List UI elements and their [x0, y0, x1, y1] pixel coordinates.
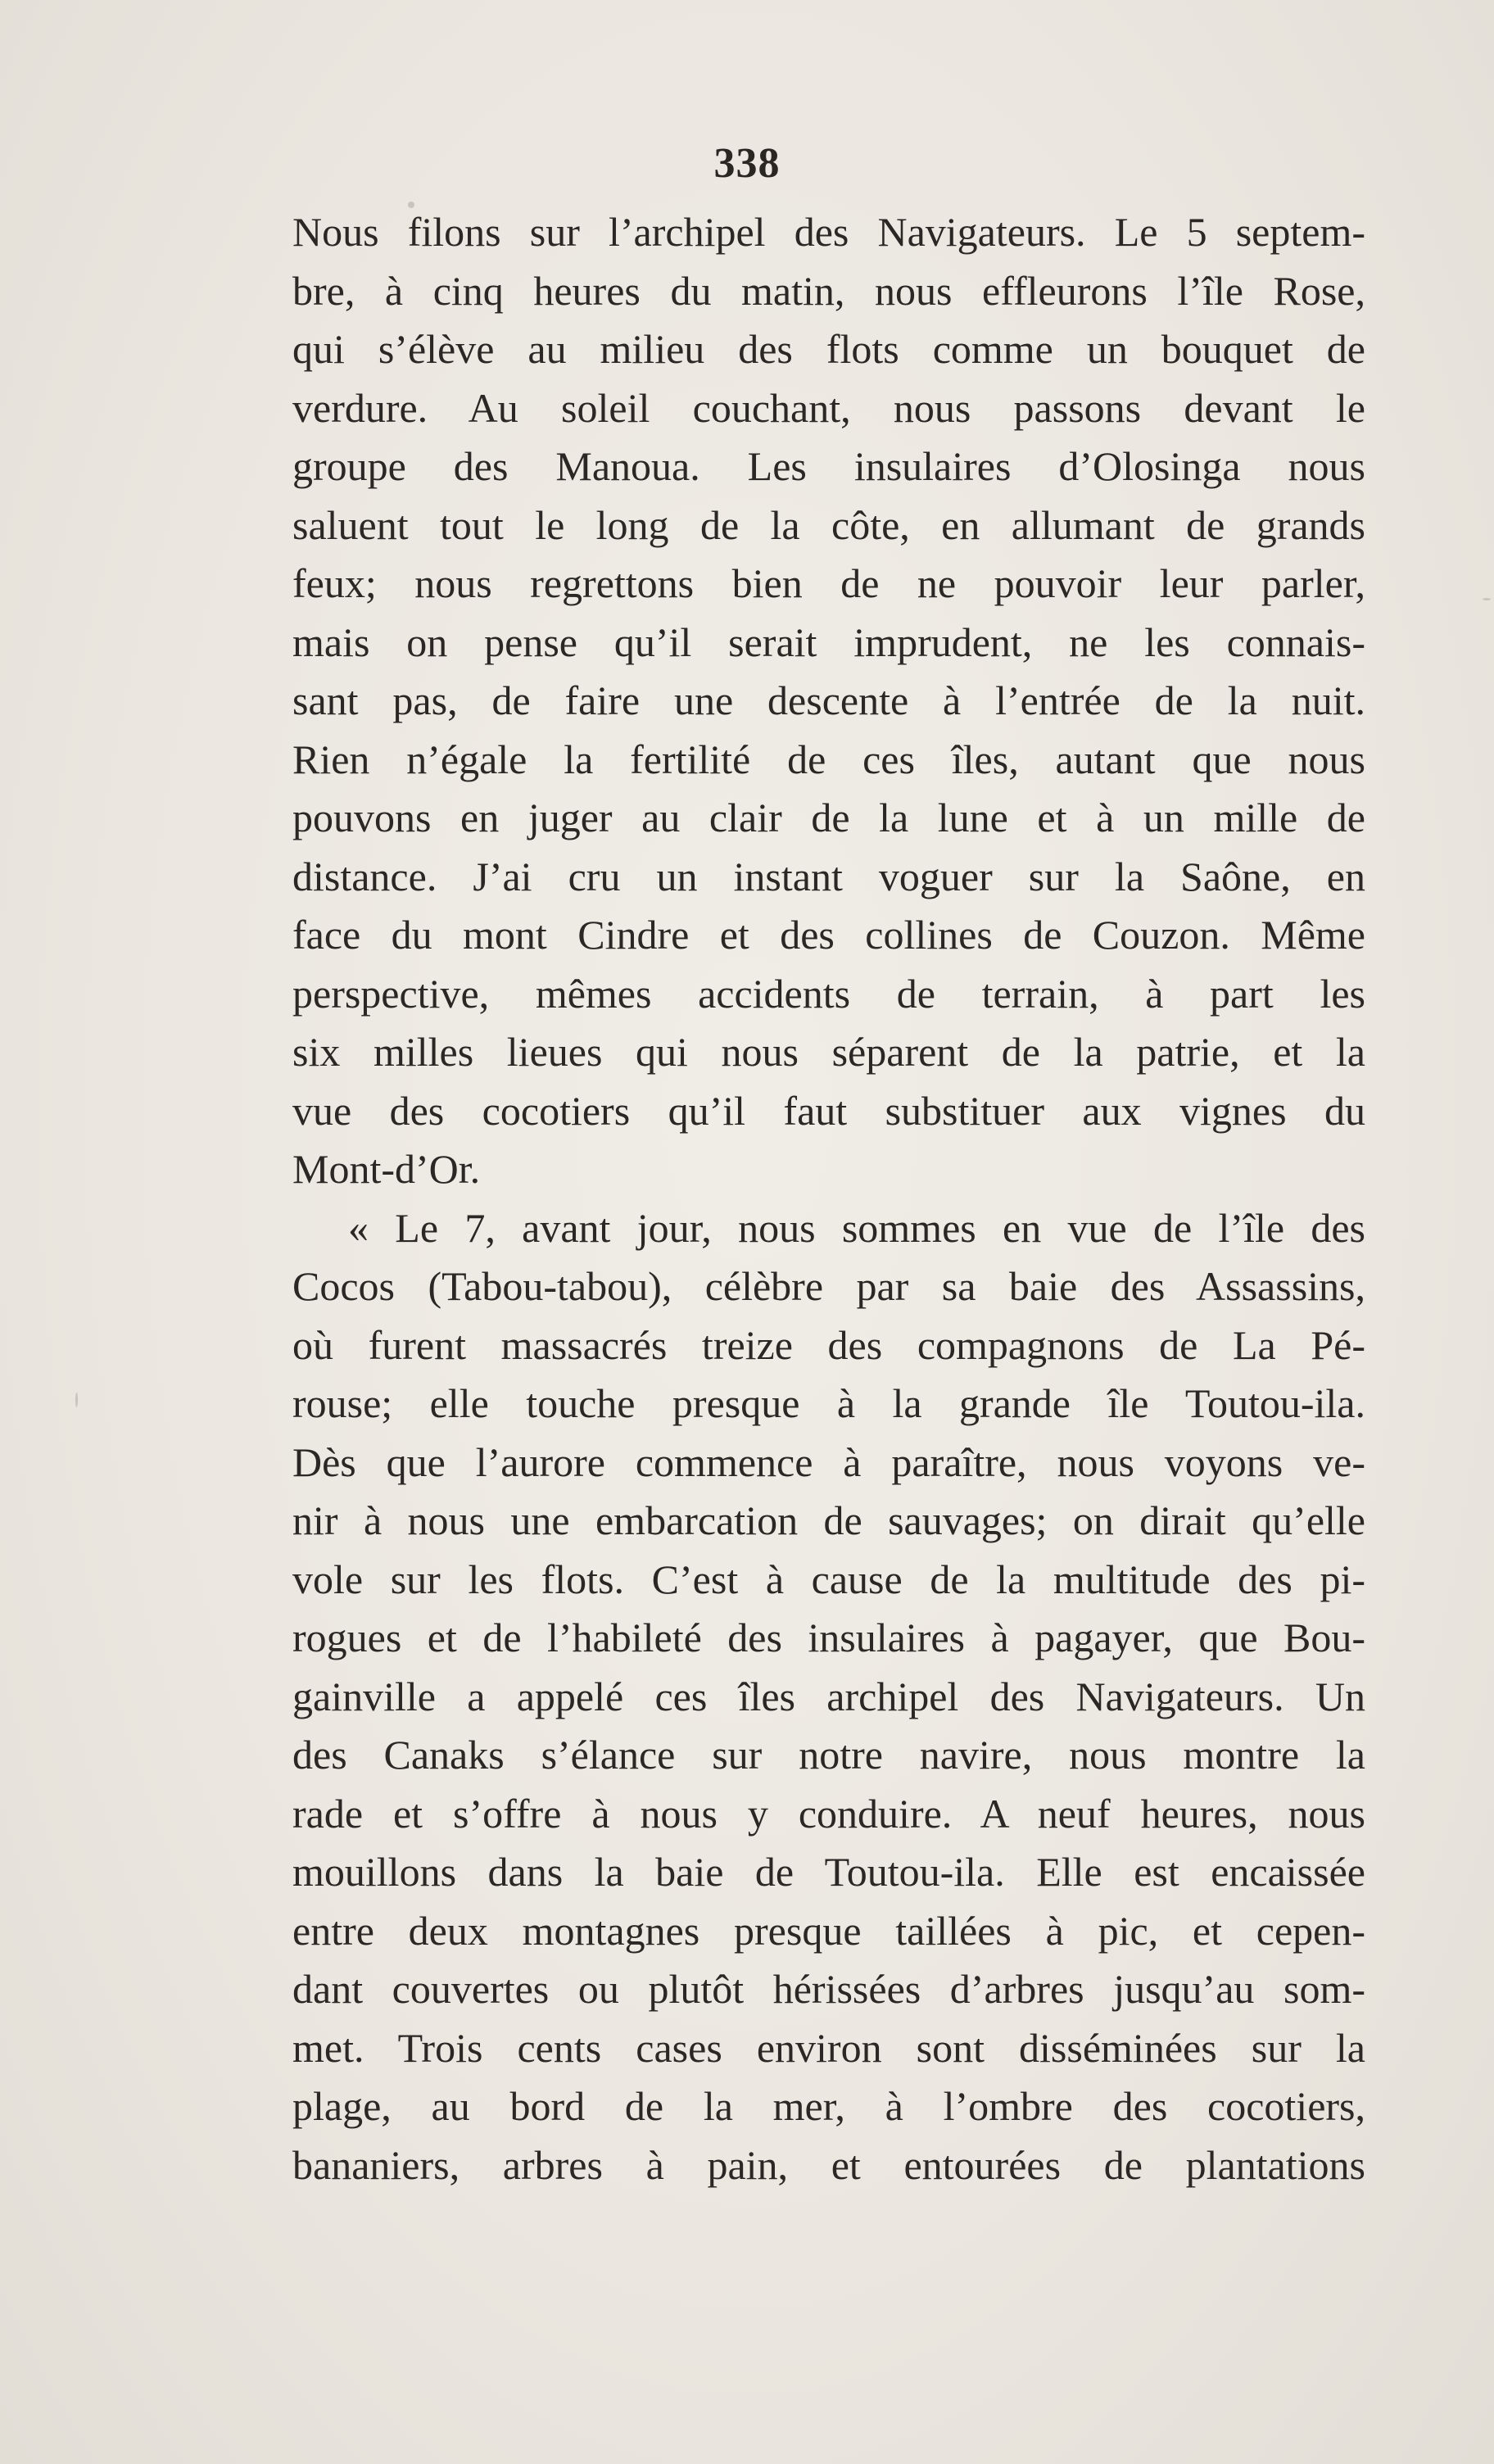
text-line: six milles lieues qui nous séparent de la patrie, et la — [292, 1029, 1365, 1075]
text-line: perspective, mêmes accidents de terrain, à part les — [292, 970, 1365, 1017]
page-number: 338 — [713, 140, 781, 187]
text-line-paragraph-start: « Le 7, avant jour, nous sommes en vue de l’île des — [348, 1204, 1365, 1251]
text-line: feux; nous regrettons bien de ne pouvoir leur parler, — [292, 560, 1365, 606]
text-line: Cocos (Tabou-tabou), célèbre par sa baie des Assassins, — [292, 1263, 1365, 1309]
text-line: mais on pense qu’il serait imprudent, ne les connais- — [292, 618, 1365, 665]
text-line: où furent massacrés treize des compagnons de La Pé- — [292, 1321, 1365, 1368]
text-line: plage, au bord de la mer, à l’ombre des cocotiers, — [292, 2083, 1365, 2129]
text-line: mouillons dans la baie de Toutou-ila. Elle est encaissée — [292, 1849, 1365, 1895]
text-line: entre deux montagnes presque taillées à pic, et cepen- — [292, 1907, 1365, 1954]
text-line: sant pas, de faire une descente à l’entrée de la nuit. — [292, 677, 1365, 723]
text-line-paragraph-end: Mont-d’Or. — [292, 1146, 481, 1192]
text-line: verdure. Au soleil couchant, nous passons devant le — [292, 384, 1365, 431]
text-line: pouvons en juger au clair de la lune et à un mille de — [292, 795, 1365, 840]
text-line: des Canaks s’élance sur notre navire, nous montre la — [292, 1732, 1365, 1778]
body-text — [292, 203, 1365, 2194]
text-line: qui s’élève au milieu des flots comme un bouquet de — [292, 326, 1365, 372]
text-line: met. Trois cents cases environ sont disséminées sur la — [292, 2024, 1365, 2071]
text-line: face du mont Cindre et des collines de Couzon. Même — [292, 912, 1365, 958]
text-line: Rien n’égale la fertilité de ces îles, autant que nous — [292, 736, 1365, 782]
paper-speck — [75, 1393, 78, 1407]
text-line: vole sur les flots. C’est à cause de la multitude des pi- — [292, 1556, 1365, 1602]
text-line: nir à nous une embarcation de sauvages; on dirait qu’elle — [292, 1497, 1365, 1543]
text-line: rogues et de l’habileté des insulaires à pagayer, que Bou- — [292, 1615, 1365, 1660]
text-line: groupe des Manoua. Les insulaires d’Olosinga nous — [292, 443, 1365, 489]
text-line: Nous filons sur l’archipel des Navigateurs. Le 5 septem- — [292, 209, 1365, 255]
text-line: distance. J’ai cru un instant voguer sur la Saône, en — [292, 853, 1365, 899]
text-line: saluent tout le long de la côte, en allumant de grands — [292, 501, 1365, 548]
text-line: bananiers, arbres à pain, et entourées de plantations — [292, 2141, 1365, 2188]
text-line: bre, à cinq heures du matin, nous effleurons l’île Rose, — [292, 267, 1365, 314]
text-line: dant couvertes ou plutôt hérissées d’arbres jusqu’au som- — [292, 1966, 1365, 2012]
paper-speck — [1483, 598, 1491, 600]
text-line: rouse; elle touche presque à la grande île Toutou-ila. — [292, 1380, 1365, 1426]
text-line: rade et s’offre à nous y conduire. A neuf heures, nous — [292, 1790, 1365, 1837]
text-line: Dès que l’aurore commence à paraître, nous voyons ve- — [292, 1438, 1365, 1485]
text-line: gainville a appelé ces îles archipel des Navigateurs. Un — [292, 1673, 1365, 1719]
text-line: vue des cocotiers qu’il faut substituer aux vignes du — [292, 1087, 1365, 1134]
